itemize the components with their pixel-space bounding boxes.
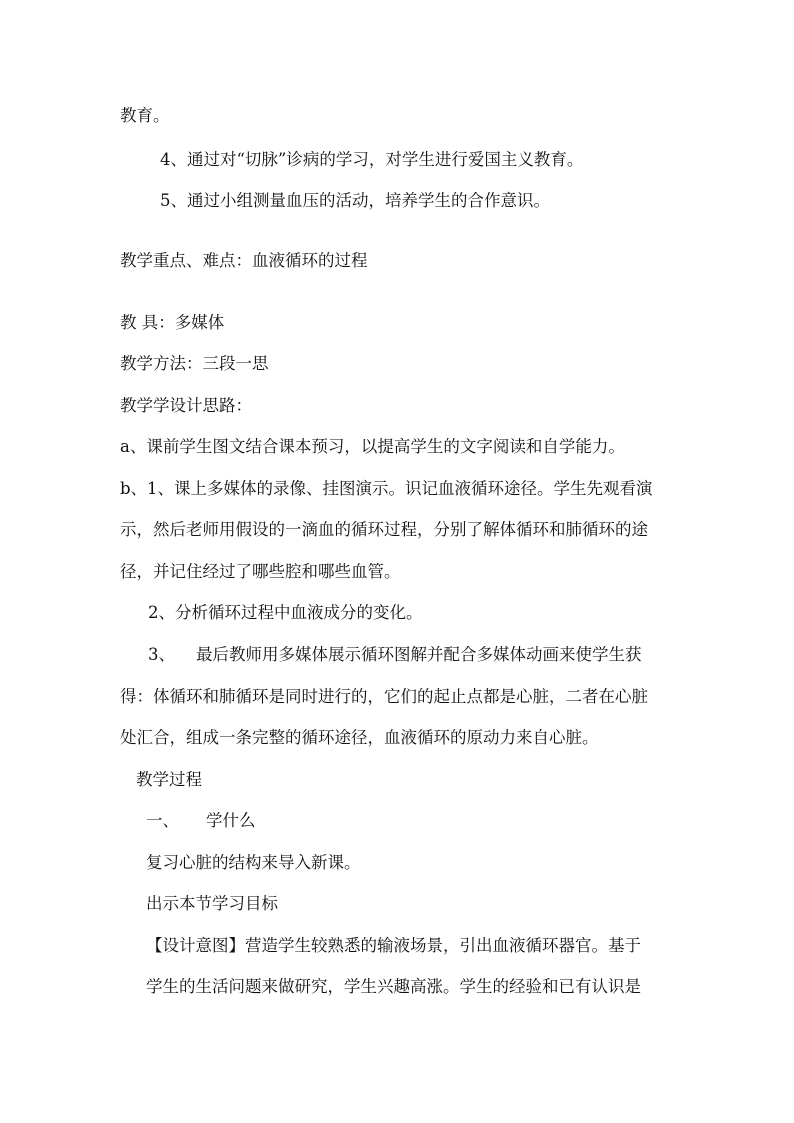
design-idea-b-3: 径，并记住经过了哪些腔和哪些血管。 — [120, 562, 401, 581]
design-idea-3-number: 3、 — [148, 645, 175, 664]
objective-5: 5、通过小组测量血压的活动，培养学生的合作意识。 — [160, 191, 550, 210]
design-idea-3-cont-2: 处汇合，组成一条完整的循环途径，血液循环的原动力来自心脏。 — [120, 728, 599, 747]
text-line-1: 教育。 — [120, 106, 170, 125]
review-heart-line: 复习心脏的结构来导入新课。 — [146, 853, 361, 872]
design-ideas-heading: 教学学设计思路： — [120, 396, 252, 415]
teaching-tools: 教 具：多媒体 — [120, 313, 225, 332]
section-one-title: 学什么 — [206, 811, 256, 830]
design-intent-line-2: 学生的生活问题来做研究，学生兴趣高涨。学生的经验和已有认识是 — [146, 977, 641, 996]
teaching-method: 教学方法：三段一思 — [120, 354, 269, 373]
design-idea-3-cont-1: 得：体循环和肺循环是同时进行的，它们的起止点都是心脏，二者在心脏 — [120, 687, 648, 706]
design-idea-2: 2、分析循环过程中血液成分的变化。 — [148, 603, 423, 622]
design-intent-line-1: 【设计意图】营造学生较熟悉的输液场景，引出血液循环器官。基于 — [146, 936, 641, 955]
key-points: 教学重点、难点：血液循环的过程 — [120, 251, 368, 270]
objective-4: 4、通过对“切脉”诊病的学习，对学生进行爱国主义教育。 — [160, 150, 584, 169]
show-objectives-line: 出示本节学习目标 — [146, 894, 278, 913]
design-idea-b-2: 示，然后老师用假设的一滴血的循环过程，分别了解体循环和肺循环的途 — [120, 520, 648, 539]
design-idea-b-1: b、1、课上多媒体的录像、挂图演示。识记血液循环途径。学生先观看演 — [120, 479, 653, 498]
design-idea-a: a、课前学生图文结合课本预习，以提高学生的文字阅读和自学能力。 — [120, 437, 625, 456]
teaching-process-heading: 教学过程 — [136, 770, 202, 789]
design-idea-3-text: 最后教师用多媒体展示循环图解并配合多媒体动画来使学生获 — [196, 645, 642, 664]
section-one-number: 一、 — [146, 811, 179, 830]
